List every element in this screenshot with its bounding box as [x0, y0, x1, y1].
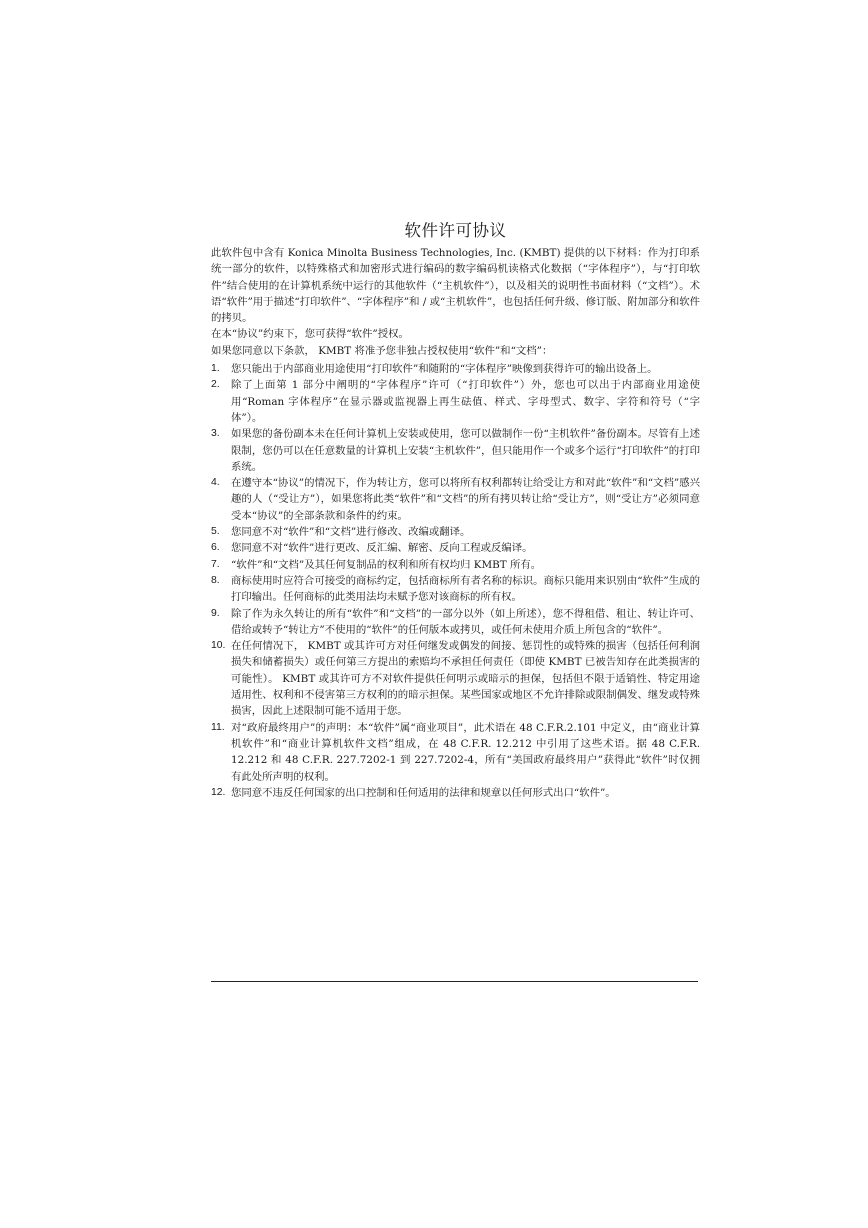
- term-item: [211, 638, 700, 719]
- intro-paragraph: 此软件包中含有 Konica Minolta Business Technologies, Inc. (KMBT) 提供的以下材料：作为打印系统一部分的软件，以特殊格式和加密形式进行编码的数字编码机读格式化数据（“字体程序”），与“打印软件”结合使用的在计算机系统中运行的其他软件（“主机软件”），以及相关的说明性书面材料（“文档”）。术语“软件”用于描述“打印软件”、“字体程序”和 / 或“主机软件”，也包括任何升级、修订版、附加部分和软件的拷贝。: [211, 247, 701, 325]
- term-text: 您同意不对“软件”和“文档”进行修改、改编或翻译。: [231, 526, 471, 539]
- terms-list: [211, 361, 700, 801]
- footer-divider: [211, 981, 698, 982]
- term-item: [211, 377, 700, 426]
- term-text: 如果您的备份副本未在任何计算机上安装或使用，您可以做制作一份“主机软件”备份副本。尽管有上述限制，您仍可以在任意数量的计算机上安装“主机软件”，但只能用作一个或多个运行“打印软件”的打印系统。: [231, 428, 700, 473]
- term-text: 商标使用时应符合可接受的商标约定，包括商标所有者名称的标识。商标只能用来识别由“软件”生成的打印输出。任何商标的此类用法均未赋予您对该商标的所有权。: [231, 574, 700, 604]
- term-item: [211, 785, 700, 801]
- term-number: 3.: [211, 428, 220, 440]
- term-text: “软件”和“文档”及其任何复制品的权利和所有权均归 KMBT 所有。: [231, 558, 542, 571]
- term-item: [211, 475, 700, 524]
- term-number: 9.: [211, 607, 220, 619]
- term-item: [211, 720, 700, 785]
- term-number: 10.: [211, 640, 226, 652]
- term-text: 您只能出于内部商业用途使用“打印软件”和随附的“字体程序”映像到获得许可的输出设备上。: [231, 363, 658, 376]
- term-item: [211, 557, 700, 573]
- license-body: [211, 245, 700, 801]
- term-item: [211, 524, 700, 540]
- term-number: 5.: [211, 526, 220, 538]
- term-text: 您同意不对“软件”进行更改、反汇编、解密、反向工程或反编译。: [231, 542, 533, 555]
- agreement-line: 在本“协议”约束下，您可获得“软件”授权。: [211, 328, 409, 341]
- term-item: [211, 361, 700, 377]
- term-number: 8.: [211, 574, 220, 586]
- term-item: [211, 426, 700, 475]
- term-number: 6.: [211, 542, 220, 554]
- term-item: [211, 540, 700, 556]
- term-number: 4.: [211, 477, 220, 489]
- term-item: [211, 606, 700, 639]
- term-item: [211, 573, 700, 606]
- term-text: 您同意不违反任何国家的出口控制和任何适用的法律和规章以任何形式出口“软件”。: [231, 786, 616, 799]
- term-text: 除了上面第 1 部分中阐明的“字体程序”许可（“打印软件”）外，您也可以出于内部商业用途使用“Roman 字体程序”在显示器或监视器上再生砝值、样式、字母型式、数字、字符和符号（“字体”）。: [231, 379, 700, 424]
- term-text: 在遵守本“协议”的情况下，作为转让方，您可以将所有权利都转让给受让方和对此“软件”和“文档”感兴趣的人（“受让方”），如果您将此类“软件”和“文档”的所有拷贝转让给“受让方”，则“受让方”必须同意受本“协议”的全部条款和条件的约束。: [231, 477, 700, 522]
- term-text: 在任何情况下， KMBT 或其许可方对任何继发或偶发的间接、惩罚性的或特殊的损害（包括任何利润损失和储蓄损失）或任何第三方提出的索赔均不承担任何责任（即使 KMBT 已被告知存在此类损害的可能性）。 KMBT 或其许可方不对软件提供任何明示或暗示的担保，包括但不限于适销性、特定用途适用性、权利和不侵害第三方权利的的暗示担保。某些国家或地区不允许排除或限制偶发、继发或特殊损害，因此上述限制可能不适用于您。: [231, 640, 700, 718]
- term-text: 除了作为永久转让的所有“软件”和“文档”的一部分以外（如上所述），您不得租借、租让、转让许可、借给或转予“转让方”不使用的“软件”的任何版本或拷贝，或任何未使用介质上所包含的“软件”。: [231, 607, 700, 636]
- term-number: 12.: [211, 786, 226, 798]
- page-title: 软件许可协议: [404, 221, 507, 240]
- term-number: 2.: [211, 379, 220, 391]
- term-number: 7.: [211, 558, 220, 570]
- term-text: 对“政府最终用户”的声明：本“软件”属“商业项目”，此术语在 48 C.F.R.2.101 中定义，由“商业计算机软件”和“商业计算机软件文档”组成，在 48 C.F.R. 12.212 中引用了这些术语。据 48 C.F.R. 12.212 和 48 C.F.R. 227.7202-1 到 227.7202-4，所有“美国政府最终用户”获得此“软件”时仅拥有此处所声明的权利。: [231, 721, 700, 783]
- term-number: 1.: [211, 363, 220, 375]
- term-number: 11.: [211, 721, 225, 733]
- grant-line: 如果您同意以下条款， KMBT 将准予您非独占授权使用“软件”和“文档”：: [211, 344, 553, 357]
